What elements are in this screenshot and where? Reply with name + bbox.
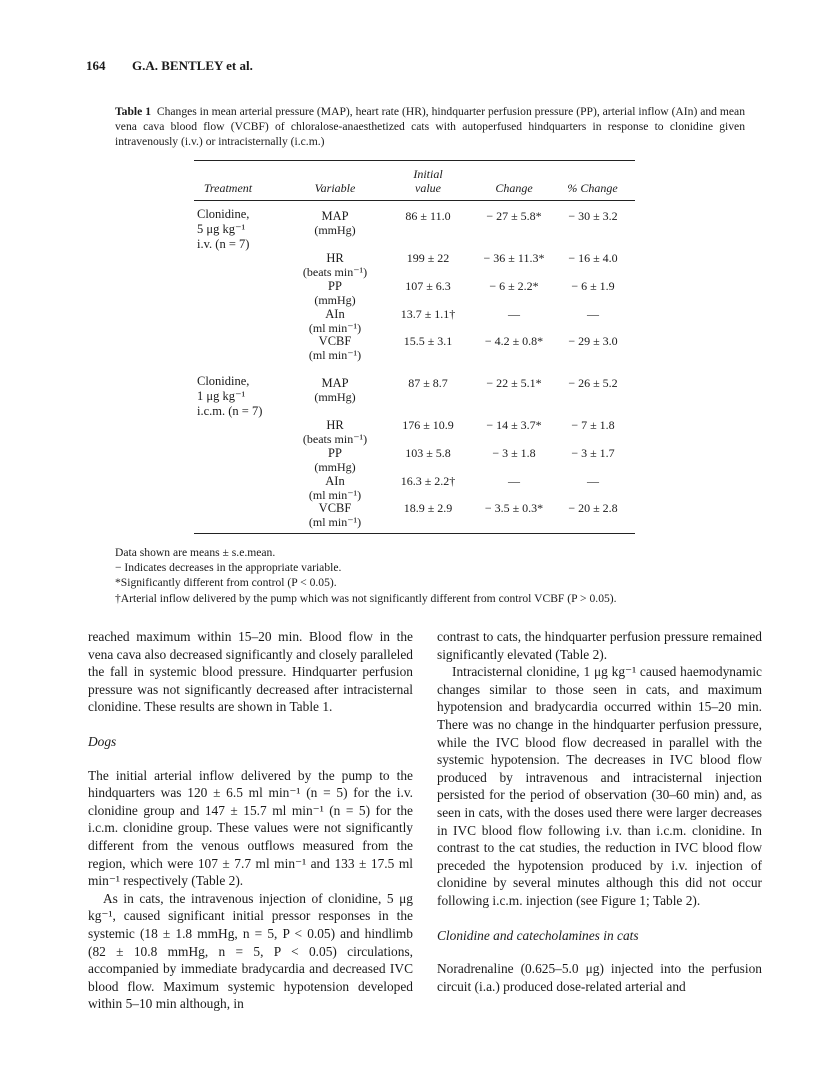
section-heading-clonidine-catecholamines: Clonidine and catecholamines in cats <box>437 927 639 943</box>
table-cell-pct: − 26 ± 5.2 <box>568 376 618 390</box>
table-cell-pct: − 16 ± 4.0 <box>568 251 618 265</box>
footnote: *Significantly different from control (P < 0.05). <box>115 576 337 590</box>
table-cell-change: − 6 ± 2.2* <box>489 279 539 293</box>
body-paragraph: Intracisternal clonidine, 1 μg kg⁻¹ caused haemodynamic changes similar to those seen in cats, and maximum hypotension and bradycardia occurred within 15–20 min. There was no change in the hindquarter perfusion pressure, while the IVC blood flow decreased in parallel with the systemic hypotension. The decreases in IVC blood flow produced by intravenous and intracisternal injection persisted for the period of observation (30–60 min) and, as seen in cats, with the doses used there were larger decreases in IVC blood flow following i.v. than i.c.m. clonidine. In contrast to the cat studies, the reduction in IVC blood flow preceded the hypotension produced by i.v. injection of clonidine by several minutes although this did not occur following i.c.m. injection (see Figure 1; Table 2). <box>437 664 762 908</box>
table-caption <box>115 105 745 149</box>
table-cell-unit: (beats min⁻¹) <box>302 265 368 279</box>
running-authors: G.A. BENTLEY et al. <box>132 58 253 73</box>
table-cell-pct: — <box>587 474 599 488</box>
col-header-variable: Variable <box>314 181 356 195</box>
running-header <box>86 58 253 74</box>
body-paragraph: The initial arterial inflow delivered by the pump to the hindquarters was 120 ± 6.5 ml min⁻¹ (n = 5) for the i.v. clonidine group and 147 ± 15.7 ml min⁻¹ (n = 5) for the i.c.m. clonidine group. These values were not significantly different from the venous outflows measured from the region, which were 107 ± 7.7 ml min⁻¹ and 133 ± 17.5 ml min⁻¹ respectively (Table 2). <box>88 767 413 889</box>
body-paragraph: Noradrenaline (0.625–5.0 μg) injected into the perfusion circuit (i.a.) produced dose-related arterial and <box>437 961 762 994</box>
table-cell-unit: (mmHg) <box>314 390 356 404</box>
footnote: − Indicates decreases in the appropriate variable. <box>115 561 342 575</box>
table-cell-variable: HR <box>326 251 344 265</box>
col-header-initial-1: Initial <box>413 167 443 181</box>
table-cell-pct: − 30 ± 3.2 <box>568 209 618 223</box>
table-label: Table 1 <box>115 105 151 118</box>
footnote: Data shown are means ± s.e.mean. <box>115 546 276 559</box>
table-cell-initial: 86 ± 11.0 <box>405 209 451 223</box>
table-cell-unit: (mmHg) <box>314 460 356 474</box>
table-header-rule <box>194 200 635 201</box>
table-cell-variable: AIn <box>325 474 345 488</box>
table-cell-unit: (ml min⁻¹) <box>308 321 362 335</box>
table-cell-change: − 22 ± 5.1* <box>486 376 542 390</box>
group-1-treatment <box>197 207 249 252</box>
table-cell-initial: 13.7 ± 1.1† <box>400 307 456 321</box>
table-cell-change: — <box>508 307 520 321</box>
table-cell-unit: (ml min⁻¹) <box>308 515 362 529</box>
table-cell-initial: 15.5 ± 3.1 <box>403 334 453 348</box>
table-cell-change: − 3.5 ± 0.3* <box>484 501 544 515</box>
table-cell-initial: 107 ± 6.3 <box>405 279 451 293</box>
table-cell-initial: 103 ± 5.8 <box>405 446 451 460</box>
table-cell-pct: − 7 ± 1.8 <box>571 418 615 432</box>
table-caption-text: Changes in mean arterial pressure (MAP), heart rate (HR), hindquarter perfusion pressure (PP), arterial inflow (AIn) and mean vena cava blood flow (VCBF) of chloralose-anaesthetized cats with autoperfused hindquarters in response to clonidine given intravenously (i.v.) or intracisternally (i.c.m.) <box>115 105 745 148</box>
table-cell-pct: − 6 ± 1.9 <box>571 279 615 293</box>
treatment-line: 5 μg kg⁻¹ <box>197 222 246 236</box>
table-bottom-rule <box>194 533 635 534</box>
table-cell-variable: PP <box>328 279 342 293</box>
table-cell-unit: (ml min⁻¹) <box>308 488 362 502</box>
left-column <box>88 628 413 1013</box>
table-cell-initial: 87 ± 8.7 <box>408 376 448 390</box>
table-cell-variable: HR <box>326 418 344 432</box>
table-cell-change: − 27 ± 5.8* <box>486 209 542 223</box>
table-cell-pct: — <box>587 307 599 321</box>
table-cell-initial: 199 ± 22 <box>406 251 450 265</box>
right-column <box>437 628 762 995</box>
table-cell-pct: − 20 ± 2.8 <box>568 501 618 515</box>
group-2-treatment <box>197 374 262 419</box>
table-cell-change: — <box>508 474 520 488</box>
col-header-treatment: Treatment <box>203 181 253 195</box>
treatment-line: i.v. (n = 7) <box>197 237 250 251</box>
table-cell-pct: − 29 ± 3.0 <box>568 334 618 348</box>
table-cell-unit: (beats min⁻¹) <box>302 432 368 446</box>
table-cell-unit: (mmHg) <box>314 223 356 237</box>
table-cell-initial: 176 ± 10.9 <box>402 418 454 432</box>
table-cell-variable: AIn <box>325 307 345 321</box>
table-top-rule <box>194 160 635 161</box>
table-cell-unit: (mmHg) <box>314 293 356 307</box>
col-header-initial-2: value <box>415 181 441 195</box>
treatment-line: 1 μg kg⁻¹ <box>197 389 246 403</box>
table-cell-variable: MAP <box>321 376 349 390</box>
table-cell-change: − 36 ± 11.3* <box>483 251 545 265</box>
treatment-line: Clonidine, <box>197 207 250 221</box>
section-heading-dogs: Dogs <box>88 733 117 749</box>
table-cell-change: − 4.2 ± 0.8* <box>484 334 544 348</box>
table-cell-change: − 3 ± 1.8 <box>492 446 536 460</box>
treatment-line: Clonidine, <box>197 374 250 388</box>
table-cell-variable: MAP <box>321 209 349 223</box>
table-cell-variable: VCBF <box>318 501 352 515</box>
treatment-line: i.c.m. (n = 7) <box>197 404 263 418</box>
table-cell-initial: 18.9 ± 2.9 <box>403 501 453 515</box>
table-cell-variable: PP <box>328 446 342 460</box>
footnote: †Arterial inflow delivered by the pump which was not significantly different from control VCBF (P > 0.05). <box>115 591 617 605</box>
table-cell-pct: − 3 ± 1.7 <box>571 446 615 460</box>
body-paragraph: As in cats, the intravenous injection of clonidine, 5 μg kg⁻¹, caused significant initial pressor responses in the systemic (18 ± 1.8 mmHg, n = 5, P < 0.05) and hindlimb (82 ± 10.8 mmHg, n = 5, P < 0.05) circulations, accompanied by immediate bradycardia and decreased IVC blood flow. Maximum systemic hypotension developed within 5–10 min although, in <box>88 890 413 1012</box>
page-number: 164 <box>86 58 106 73</box>
col-header-pct-change: % Change <box>567 181 618 195</box>
table-cell-unit: (ml min⁻¹) <box>308 348 362 362</box>
table-cell-initial: 16.3 ± 2.2† <box>400 474 456 488</box>
table-cell-change: − 14 ± 3.7* <box>486 418 542 432</box>
col-header-change: Change <box>495 181 533 195</box>
table-footnotes <box>115 545 617 606</box>
table-cell-variable: VCBF <box>318 334 352 348</box>
body-paragraph: reached maximum within 15–20 min. Blood flow in the vena cava also decreased significantly and closely paralleled the fall in systemic blood pressure. Hindquarter perfusion pressure was not significantly decreased after intracisternal clonidine. These results are shown in Table 1. <box>88 629 413 715</box>
body-paragraph: contrast to cats, the hindquarter perfusion pressure remained significantly elevated (Table 2). <box>437 629 762 662</box>
